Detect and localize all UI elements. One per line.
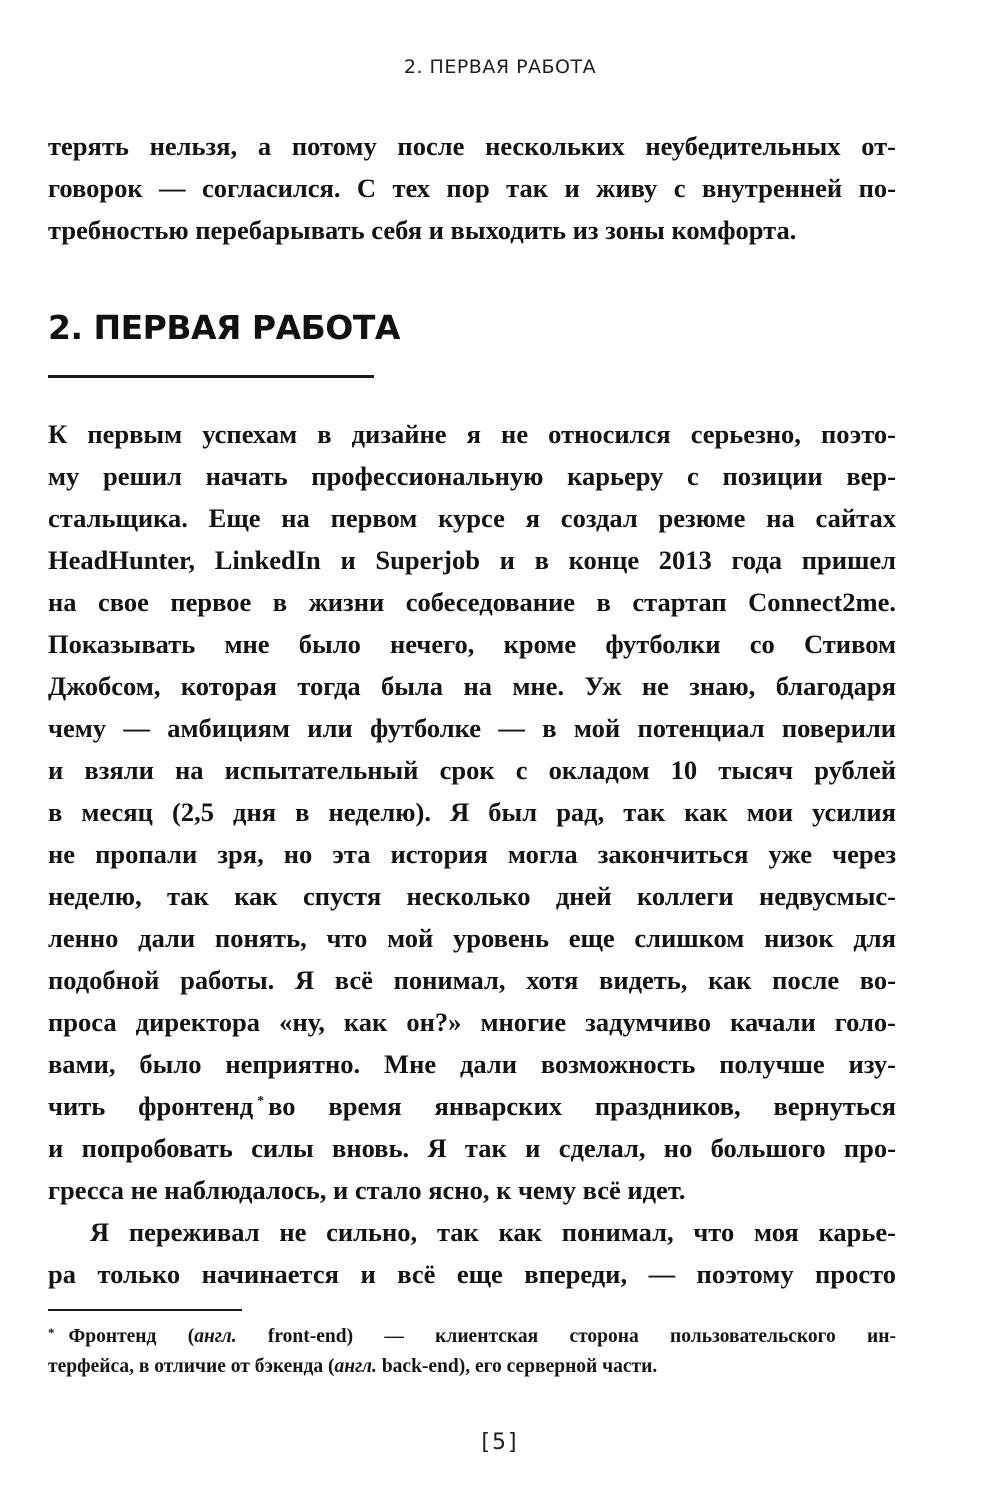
body-line: чему — амбициям или футболке — в мой потенциал поверили xyxy=(48,713,896,743)
line-text: во время январских праздников, вернуться xyxy=(268,1091,896,1121)
heading-underline xyxy=(48,375,374,378)
footnote-separator xyxy=(48,1309,242,1311)
running-head: 2. ПЕРВАЯ РАБОТА xyxy=(403,56,597,78)
body-line: говорок — согласился. С тех пор так и живу с внутренней по- xyxy=(48,173,896,203)
body-line: проса директора «ну, как он?» многие задумчиво качали голо- xyxy=(48,1007,896,1037)
page-number: [5] xyxy=(481,1430,519,1455)
footnote-marker: * xyxy=(48,1325,55,1340)
footnote-abbreviation: англ. xyxy=(194,1326,237,1347)
line-text: чить фронтенд xyxy=(48,1091,254,1121)
body-line: в месяц (2,5 дня в неделю). Я был рад, так как мои усилия xyxy=(48,797,896,827)
body-line: вами, было неприятно. Мне дали возможность получше изу- xyxy=(48,1049,896,1079)
body-line: и попробовать силы вновь. Я так и сделал, но большого про- xyxy=(48,1133,896,1163)
body-line: му решил начать профессиональную карьеру с позиции вер- xyxy=(48,461,896,491)
body-line: стальщика. Еще на первом курсе я создал резюме на сайтах xyxy=(48,503,896,533)
footnote-text: back-end), его серверной части. xyxy=(376,1356,658,1377)
body-line: требностью перебарывать себя и выходить из зоны комфорта. xyxy=(48,215,797,245)
footnote-text: Фронтенд ( xyxy=(68,1326,195,1347)
body-line: подобной работы. Я всё понимал, хотя видеть, как после во- xyxy=(48,965,896,995)
body-line: К первым успехам в дизайне я не относился серьезно, поэто- xyxy=(48,419,896,449)
body-line: ленно дали понять, что мой уровень еще слишком низок для xyxy=(48,923,896,953)
footnote-line xyxy=(48,1352,896,1382)
footnote-line xyxy=(48,1322,896,1352)
footnote-abbreviation: англ. xyxy=(334,1356,377,1377)
body-line: гресса не наблюдалось, и стало ясно, к чему всё идет. xyxy=(48,1175,686,1205)
body-line: ра только начинается и всё еще впереди, — поэтому просто xyxy=(48,1259,896,1289)
body-line: Джобсом, которая тогда была на мне. Уж не знаю, благодаря xyxy=(48,671,896,701)
body-line: HeadHunter, LinkedIn и Superjob и в конце 2013 года пришел xyxy=(48,545,896,575)
body-line-with-footnote xyxy=(48,1086,896,1126)
body-line: на свое первое в жизни собеседование в стартап Connect2me. xyxy=(48,587,896,617)
body-line: и взяли на испытательный срок с окладом 10 тысяч рублей xyxy=(48,755,896,785)
footnote-reference: * xyxy=(257,1094,265,1109)
chapter-title: 2. ПЕРВАЯ РАБОТА xyxy=(48,308,400,347)
body-line: Показывать мне было нечего, кроме футболки со Стивом xyxy=(48,629,896,659)
body-line: Я переживал не сильно, так как понимал, что моя карье- xyxy=(90,1217,896,1247)
body-line: неделю, так как спустя несколько дней коллеги недвусмыс- xyxy=(48,881,896,911)
footnote-text: front-end) — клиентская сторона пользовательского ин- xyxy=(236,1326,897,1347)
footnote-text: терфейса, в отличие от бэкенда ( xyxy=(48,1356,335,1377)
body-line: терять нельзя, а потому после нескольких неубедительных от- xyxy=(48,131,896,161)
body-line: не пропали зря, но эта история могла закончиться уже через xyxy=(48,839,896,869)
